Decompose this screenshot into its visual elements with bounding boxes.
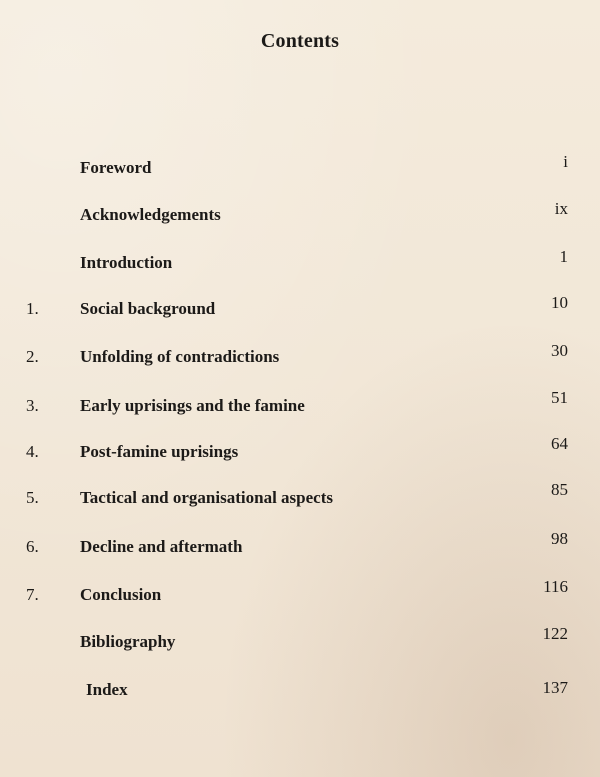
toc-entry-number: 6.	[26, 537, 39, 556]
toc-entry-title: Foreword	[80, 158, 152, 177]
toc-entry	[0, 680, 600, 706]
toc-entry-page: 122	[542, 624, 568, 643]
toc-entry-title: Unfolding of contradictions	[80, 347, 280, 366]
toc-entry-page: 64	[551, 434, 568, 453]
toc-entry-page: 30	[551, 341, 568, 360]
toc-entry-page: 85	[551, 480, 568, 499]
toc-entry-number: 1.	[26, 299, 39, 318]
toc-entry-page: 1	[559, 247, 568, 266]
toc-entry-number: 4.	[26, 442, 39, 461]
toc-entry	[0, 480, 600, 514]
toc-entry	[0, 152, 600, 184]
toc-entry	[0, 577, 600, 611]
page-title: Contents	[260, 30, 340, 52]
toc-entry-page: ix	[554, 199, 568, 218]
toc-entry-page: 51	[551, 388, 568, 407]
toc-entry-number: 2.	[26, 347, 39, 366]
toc-entry-title: Post-famine uprisings	[80, 442, 239, 461]
toc-entry-page: 98	[551, 529, 568, 548]
toc-entry	[0, 247, 600, 279]
toc-entry	[0, 341, 600, 371]
toc-entry-title: Conclusion	[80, 585, 162, 604]
toc-entry-number: 5.	[26, 488, 39, 507]
toc-entry-title: Tactical and organisational aspects	[80, 488, 333, 507]
toc-entry-number: 3.	[26, 396, 39, 415]
toc-entry	[0, 199, 600, 231]
toc-entry-title: Index	[86, 680, 128, 699]
toc-entry	[0, 529, 600, 563]
toc-entry-title: Bibliography	[80, 632, 176, 651]
toc-entry-title: Decline and aftermath	[80, 537, 243, 556]
toc-entry	[0, 388, 600, 422]
toc-entry-page: 10	[551, 293, 568, 312]
toc-entry-title: Introduction	[80, 253, 173, 272]
toc-entry-title: Social background	[80, 299, 216, 318]
toc-entry-page: 116	[543, 577, 568, 596]
toc-entry-title: Acknowledgements	[80, 205, 221, 224]
toc-entry-page: 137	[542, 678, 568, 697]
toc-entry-page: i	[563, 152, 568, 171]
toc-entry	[0, 624, 600, 658]
toc-entry-title: Early uprisings and the famine	[80, 396, 305, 415]
toc-entry-number: 7.	[26, 585, 39, 604]
toc-entry	[0, 293, 600, 325]
toc-entry	[0, 434, 600, 468]
